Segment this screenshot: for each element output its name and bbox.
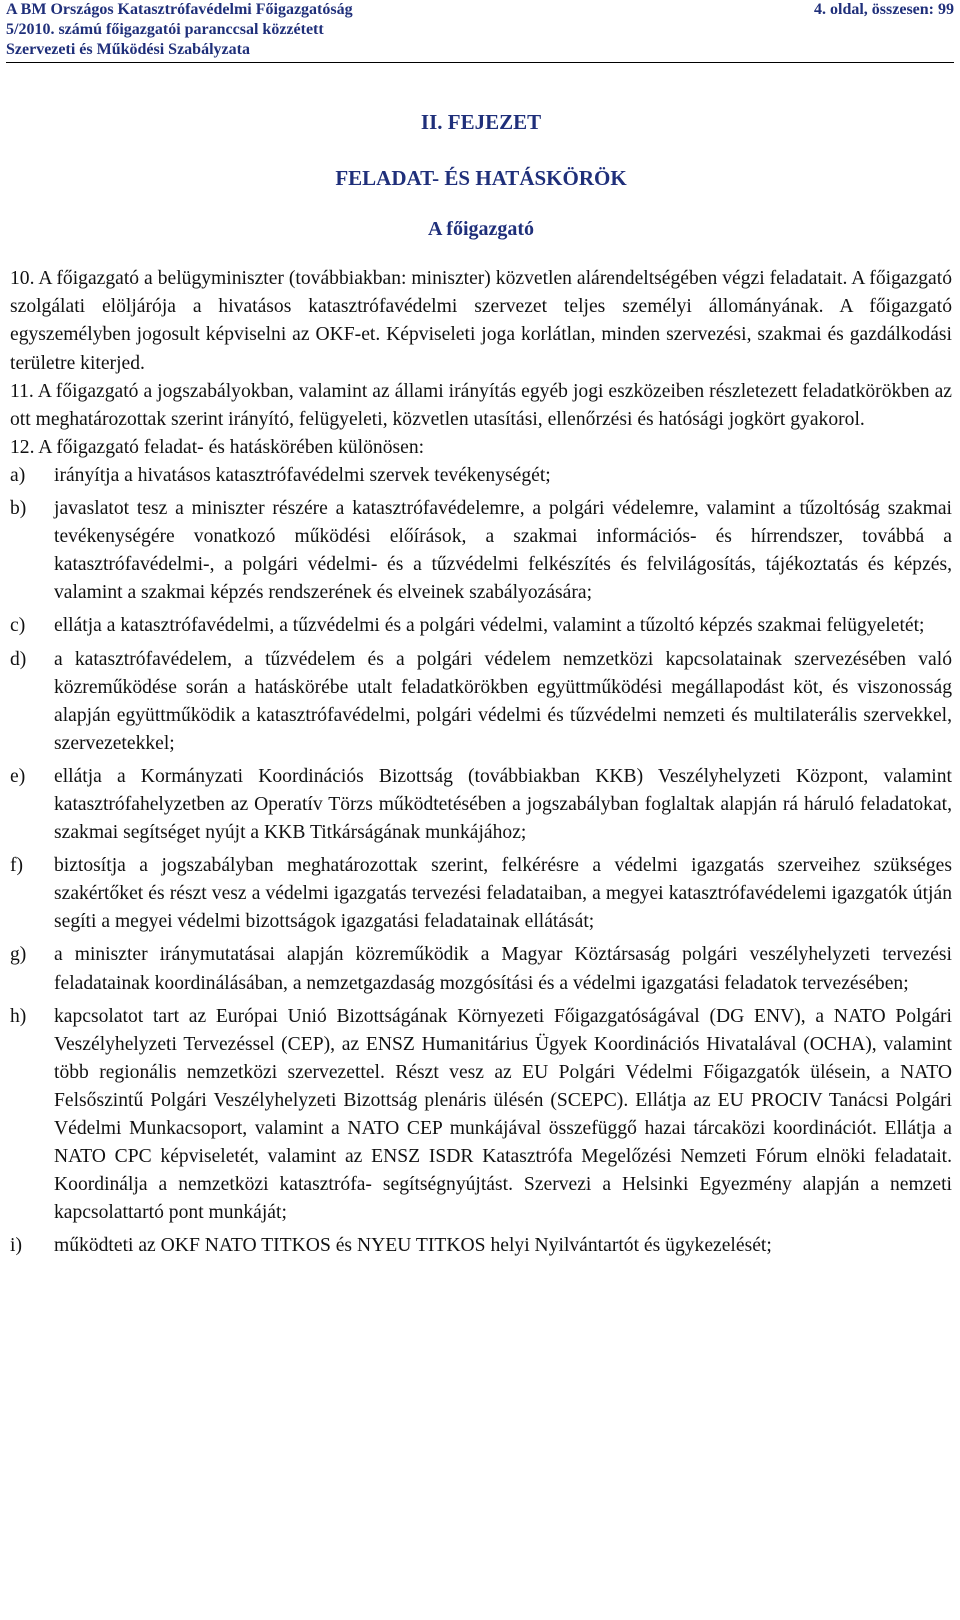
list-item — [10, 852, 952, 936]
item-text: irányítja a hivatásos katasztrófavédelmi szervek tevékenységét; — [54, 464, 551, 486]
chapter-heading: II. FEJEZET — [420, 110, 542, 134]
item-marker: e) — [10, 765, 26, 787]
list-item — [10, 495, 952, 607]
header-document-title: Szervezeti és Működési Szabályzata — [6, 41, 250, 58]
list-item — [10, 941, 952, 997]
item-marker: h) — [10, 1005, 27, 1027]
item-text: működteti az OKF NATO TITKOS és NYEU TITKOS helyi Nyilvántartót és ügykezelését; — [54, 1235, 772, 1257]
paragraph-11: 11. A főigazgató a jogszabályokban, valamint az állami irányítás egyéb jogi eszközeiben részletezett feladatkörökben az ott meghatározottak szerint irányító, felügyeleti, közvetlen utasítási, ellenőrzési és hatósági jogkört gyakorol. — [10, 380, 952, 430]
list-item — [10, 612, 952, 640]
item-marker: a) — [10, 464, 26, 486]
chapter-title: FELADAT- ÉS HATÁSKÖRÖK — [335, 166, 627, 191]
item-marker: c) — [10, 615, 26, 637]
item-text: a katasztrófavédelem, a tűzvédelem és a polgári védelem nemzetközi kapcsolatainak szervezésében való közreműködése során a hatáskörébe utalt feladatkörökben együttműködési megállapodást köt, és viszonosság alapján együttműködik a katasztrófavédelmi, polgári védelmi és tűzvédelmi nemzeti és multilaterális szervekkel, szervezetekkel; — [54, 648, 952, 754]
item-text: ellátja a katasztrófavédelmi, a tűzvédelmi és a polgári védelmi, valamint a tűzoltó képzés szakmai felügyeletét; — [54, 615, 925, 637]
item-marker: g) — [10, 944, 27, 966]
paragraph-10: 10. A főigazgató a belügyminiszter (továbbiakban: miniszter) közvetlen alárendeltségében végzi feladatait. A főigazgató szolgálati elöljárója a hivatásos katasztrófavédelmi szervezet teljes személyi állományának. A főigazgató egyszemélyben jogosult képviselni az OKF-et. Képviseleti joga korlátlan, minden szervezési, szakmai és gazdálkodási területre kiterjed. — [10, 268, 952, 374]
item-marker: d) — [10, 648, 27, 670]
item-marker: b) — [10, 498, 27, 520]
list-item — [10, 1232, 952, 1260]
paragraph-12: 12. A főigazgató feladat- és hatáskörében különösen: — [10, 436, 425, 458]
item-marker: f) — [10, 855, 24, 877]
list-item — [10, 646, 952, 758]
section-title: A főigazgató — [427, 218, 535, 241]
header-row — [6, 0, 954, 20]
header-page-info: 4. oldal, összesen: 99 — [814, 1, 954, 18]
item-text: biztosítja a jogszabályban meghatározottak szerint, felkérésre a védelmi igazgatás szerveihez szükséges szakértőket és részt vesz a védelmi igazgatás tervezési feladataiban, a megyei katasztrófavédelemi igazgatók útján segíti a megyei védelmi bizottságok igazgatási feladatainak ellátását; — [54, 855, 952, 933]
document-body — [10, 105, 952, 1265]
item-marker: i) — [10, 1235, 22, 1257]
item-text: a miniszter iránymutatásai alapján közreműködik a Magyar Köztársaság polgári veszélyhelyzeti tervezési feladatainak koordinálásában, a nemzetgazdaság mozgósítási és a védelmi igazgatási feladatok tervezésében; — [54, 944, 952, 994]
duties-list — [10, 462, 952, 1261]
item-text: ellátja a Kormányzati Koordinációs Bizottság (továbbiakban KKB) Veszélyhelyzeti Központ, valamint katasztrófahelyzetben az Operatív Törzs működtetésében a jogszabályban foglaltak alapján rá háruló feladatokat, szakmai segítséget nyújt a KKB Titkárságának munkájához; — [54, 765, 952, 844]
item-text: kapcsolatot tart az Európai Unió Bizottságának Környezeti Főigazgatóságával (DG ENV), a NATO Polgári Veszélyhelyzeti Tervezéssel (CEP), az ENSZ Humanitárius Ügyek Koordinációs Hivatalával (OCHA), valamint több regionális nemzetközi szervezettel. Részt vesz az EU Polgári Védelmi Főigazgatók ülésein, a NATO Felsőszintű Polgári Veszélyhelyzeti Bizottság plenáris ülésén (SCEPC). Ellátja az EU PROCIV Tanácsi Polgári Védelmi Munkacsoport, valamint a NATO CEP munkájával összefüggő hazai tárcaközi koordinációt. Ellátja a NATO CPC képviseletét, valamint az ENSZ ISDR Katasztrófa Megelőzési Nemzeti Fórum elnöki feladatait. Koordinálja a nemzetközi katasztrófa- segítségnyújtást. Szervezi a Helsinki Egyezmény alapján a nemzeti kapcsolattartó pont munkáját; — [54, 1005, 952, 1224]
list-item — [10, 462, 952, 490]
list-item — [10, 1003, 952, 1228]
item-text: javaslatot tesz a miniszter részére a katasztrófavédelemre, a polgári védelemre, valamint a tűzoltóság szakmai tevékenységére vonatkozó működési előírások, a szakmai információs- és hírrendszer, továbbá a katasztrófavédelmi-, a polgári védelmi- és a tűzvédelmi felkészítés és felvilágosítás, tájékoztatás és képzés, valamint a szakmai képzés rendszerének és elveinek szabályozására; — [54, 498, 952, 604]
list-item — [10, 763, 952, 847]
page-header — [6, 0, 954, 60]
header-order-line: 5/2010. számú főigazgatói paranccsal közzétett — [6, 21, 324, 38]
header-divider — [6, 62, 954, 63]
header-organization: A BM Országos Katasztrófavédelmi Főigazgatóság — [6, 1, 353, 18]
